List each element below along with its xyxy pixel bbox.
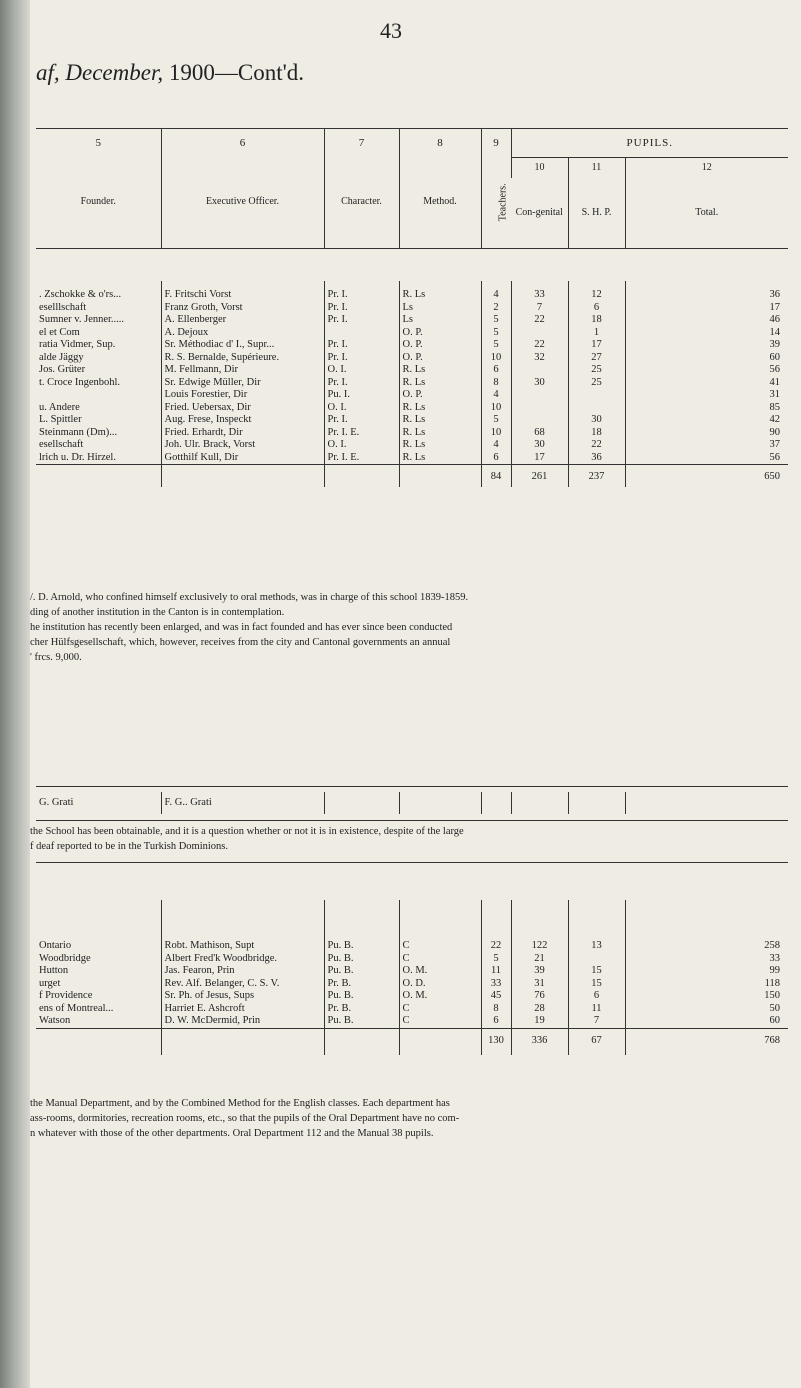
total-cell: 258: [625, 940, 788, 953]
founder-cell: lrich u. Dr. Hirzel.: [39, 451, 116, 463]
table-row: [36, 364, 788, 377]
method-cell: [399, 792, 481, 814]
column-number-5: 5: [95, 137, 101, 149]
teachers-cell: 10: [481, 427, 511, 440]
total-cell: 50: [625, 1003, 788, 1016]
note-line: cher Hülfsgesellschaft, which, however, receives from the city and Cantonal governments an annual: [30, 637, 451, 648]
empty-cell: [36, 465, 161, 488]
congenital-cell: [511, 414, 568, 427]
officer-cell: Gotthilf Kull, Dir: [161, 452, 324, 465]
congenital-cell: 22: [511, 314, 568, 327]
total-cell: 60: [625, 352, 788, 365]
totals-row: [36, 1028, 788, 1055]
sh-cell: 13: [568, 940, 625, 953]
officer-cell: D. W. McDermid, Prin: [161, 1015, 324, 1028]
method-cell: R. Ls: [399, 439, 481, 452]
founder-cell: Steinmann (Dm)...: [39, 426, 118, 438]
congenital-cell: 30: [511, 439, 568, 452]
character-cell: Pr. I.: [324, 314, 399, 327]
founder-cell: Ontario: [39, 940, 72, 951]
total-sh-cell: 237: [568, 465, 625, 488]
sh-cell: 11: [568, 1003, 625, 1016]
congenital-cell: 7: [511, 302, 568, 315]
sh-cell: 22: [568, 439, 625, 452]
character-header: Character.: [324, 158, 399, 249]
total-cell: 36: [625, 289, 788, 302]
note-line: he institution has recently been enlarged, and was in fact founded and has ever since been conducted: [30, 622, 453, 633]
table-row: [36, 352, 788, 365]
method-cell: R. Ls: [399, 427, 481, 440]
character-cell: Pu. I.: [324, 389, 399, 402]
column-number-7: 7: [324, 129, 399, 158]
officer-cell: F. G.. Grati: [161, 792, 324, 814]
officer-cell: R. S. Bernalde, Supérieure.: [161, 352, 324, 365]
total-cell: 46: [625, 314, 788, 327]
character-cell: Pr. B.: [324, 978, 399, 991]
founder-cell: Hutton: [39, 965, 69, 976]
character-cell: Pr. I.: [324, 302, 399, 315]
sh-cell: 17: [568, 339, 625, 352]
officer-cell: Fried. Erhardt, Dir: [161, 427, 324, 440]
sh-cell: 27: [568, 352, 625, 365]
officer-cell: A. Dejoux: [161, 327, 324, 340]
sh-cell: [568, 792, 625, 814]
teachers-cell: 4: [481, 389, 511, 402]
total-cell: [625, 792, 788, 814]
method-cell: C: [399, 940, 481, 953]
character-cell: O. I.: [324, 439, 399, 452]
total-sh-cell: 67: [568, 1028, 625, 1055]
officer-cell: Sr. Ph. of Jesus, Sups: [161, 990, 324, 1003]
character-cell: [324, 792, 399, 814]
teachers-cell: 5: [481, 314, 511, 327]
founder-cell: u. Andere: [39, 401, 80, 413]
column-number-12: 12: [625, 158, 788, 179]
method-cell: R. Ls: [399, 364, 481, 377]
total-total-cell: 768: [625, 1028, 788, 1055]
teachers-cell: 10: [481, 402, 511, 415]
founder-cell: . Zschokke & o'rs...: [39, 289, 122, 300]
table-rule: [36, 862, 788, 863]
congenital-cell: 19: [511, 1015, 568, 1028]
method-cell: Ls: [399, 314, 481, 327]
note-line: n whatever with those of the other departments. Oral Department 112 and the Manual 38 pupils.: [30, 1128, 434, 1139]
character-cell: Pr. I.: [324, 289, 399, 302]
officer-cell: F. Fritschi Vorst: [161, 289, 324, 302]
note-line: the Manual Department, and by the Combined Method for the English classes. Each department has: [30, 1098, 450, 1109]
empty-cell: [161, 465, 324, 488]
note-line: f deaf reported to be in the Turkish Dominions.: [30, 841, 229, 852]
congenital-cell: [511, 364, 568, 377]
method-cell: O. P.: [399, 327, 481, 340]
table-row: [36, 965, 788, 978]
teachers-cell: 4: [481, 439, 511, 452]
table-row: [36, 289, 788, 302]
sh-cell: [568, 389, 625, 402]
table-row: [36, 314, 788, 327]
teachers-cell: 8: [481, 377, 511, 390]
teachers-cell: 5: [481, 339, 511, 352]
note-arnold: [30, 590, 790, 665]
total-teachers-cell: 130: [481, 1028, 511, 1055]
total-cell: 56: [625, 364, 788, 377]
officer-cell: A. Ellenberger: [161, 314, 324, 327]
founder-cell: L. Spittler: [39, 414, 82, 425]
founder-cell: alde Jäggy: [39, 351, 84, 363]
method-header: Method.: [399, 158, 481, 249]
founder-cell: ens of Montreal...: [39, 1002, 114, 1014]
table-row: [36, 402, 788, 415]
spacer-row: [36, 281, 788, 289]
founder-cell: f Providence: [39, 990, 93, 1001]
character-cell: Pr. I.: [324, 339, 399, 352]
empty-cell: [399, 1028, 481, 1055]
officer-cell: M. Fellmann, Dir: [161, 364, 324, 377]
total-cell: 118: [625, 978, 788, 991]
table-row: [36, 940, 788, 953]
officer-cell: Jas. Fearon, Prin: [161, 965, 324, 978]
sh-cell: 15: [568, 978, 625, 991]
officer-cell: Rev. Alf. Belanger, C. S. V.: [161, 978, 324, 991]
table-row: [36, 327, 788, 340]
table-row: [36, 377, 788, 390]
teachers-cell: 6: [481, 1015, 511, 1028]
sh-cell: 15: [568, 965, 625, 978]
note-line: /. D. Arnold, who confined himself exclusively to oral methods, was in charge of this school 1839-1859.: [30, 592, 469, 603]
page-number: 43: [380, 18, 402, 43]
column-number-9: 9: [481, 129, 511, 158]
founder-cell: esellschaft: [39, 439, 84, 450]
column-number-10: 10: [511, 158, 568, 179]
total-cell: 60: [625, 1015, 788, 1028]
institutions-table-1: [36, 281, 788, 487]
sh-cell: 7: [568, 1015, 625, 1028]
character-cell: [324, 327, 399, 340]
total-cell: 99: [625, 965, 788, 978]
founder-cell: urget: [39, 977, 61, 989]
officer-cell: Harriet E. Ashcroft: [161, 1003, 324, 1016]
founder-cell: G. Grati: [39, 796, 74, 808]
method-cell: R. Ls: [399, 414, 481, 427]
character-cell: Pr. B.: [324, 1003, 399, 1016]
teachers-cell: 45: [481, 990, 511, 1003]
congenital-cell: 31: [511, 978, 568, 991]
empty-cell: [36, 1028, 161, 1055]
method-cell: O. M.: [399, 965, 481, 978]
officer-cell: Louis Forestier, Dir: [161, 389, 324, 402]
congenital-cell: [511, 792, 568, 814]
total-cell: 14: [625, 327, 788, 340]
total-cell: 56: [625, 452, 788, 465]
character-cell: Pu. B.: [324, 965, 399, 978]
empty-cell: [161, 1028, 324, 1055]
congenital-cell: 21: [511, 953, 568, 966]
spacer-row: [36, 900, 788, 940]
column-number-6: 6: [161, 129, 324, 158]
teachers-cell: [481, 792, 511, 814]
note-line: ' frcs. 9,000.: [30, 652, 82, 663]
note-montreal: [30, 1096, 790, 1141]
column-header-table: [36, 128, 788, 249]
note-line: ass-rooms, dormitories, recreation rooms, etc., so that the pupils of the Oral Department have no com-: [30, 1113, 460, 1124]
character-cell: Pu. B.: [324, 953, 399, 966]
character-cell: O. I.: [324, 402, 399, 415]
founder-cell: Watson: [39, 1015, 71, 1026]
institutions-table-2: [36, 792, 788, 814]
method-cell: R. Ls: [399, 377, 481, 390]
character-cell: Pu. B.: [324, 990, 399, 1003]
congenital-cell: 22: [511, 339, 568, 352]
founder-cell: Sumner v. Jenner.....: [39, 314, 125, 325]
character-cell: Pr. I. E.: [324, 452, 399, 465]
institutions-table-3: [36, 900, 788, 1055]
method-cell: R. Ls: [399, 402, 481, 415]
sh-cell: 36: [568, 452, 625, 465]
total-cell: 41: [625, 377, 788, 390]
table-row: [36, 427, 788, 440]
congenital-cell: 28: [511, 1003, 568, 1016]
congenital-header: Con-genital: [515, 206, 563, 218]
character-cell: Pr. I.: [324, 352, 399, 365]
officer-cell: Robt. Mathison, Supt: [161, 940, 324, 953]
congenital-cell: 39: [511, 965, 568, 978]
note-line: the School has been obtainable, and it is a question whether or not it is in existence, despite of the large: [30, 826, 464, 837]
teachers-cell: 5: [481, 327, 511, 340]
sh-cell: 30: [568, 414, 625, 427]
total-total-cell: 650: [625, 465, 788, 488]
total-cell: 39: [625, 339, 788, 352]
table-row: [36, 414, 788, 427]
congenital-cell: 76: [511, 990, 568, 1003]
teachers-cell: 5: [481, 953, 511, 966]
running-head: [36, 60, 304, 86]
teachers-label: Teachers.: [497, 183, 509, 222]
table-row: [36, 953, 788, 966]
founder-cell: ratia Vidmer, Sup.: [39, 339, 116, 350]
total-cell: 31: [625, 389, 788, 402]
table-rule: [36, 786, 788, 787]
table-row: [36, 439, 788, 452]
table-row: [36, 302, 788, 315]
character-cell: Pr. I.: [324, 377, 399, 390]
table-row: [36, 1003, 788, 1016]
table-row: [36, 452, 788, 465]
method-cell: C: [399, 1003, 481, 1016]
table-rule: [36, 820, 788, 821]
sh-cell: [568, 953, 625, 966]
sh-cell: 25: [568, 364, 625, 377]
column-number-11: 11: [568, 158, 625, 179]
total-cell: 33: [625, 953, 788, 966]
total-cell: 42: [625, 414, 788, 427]
congenital-cell: [511, 327, 568, 340]
total-header: Total.: [625, 178, 788, 248]
sh-cell: [568, 402, 625, 415]
sh-cell: 12: [568, 289, 625, 302]
officer-cell: Sr. Edwige Müller, Dir: [161, 377, 324, 390]
table-row: [36, 792, 788, 814]
teachers-cell: 2: [481, 302, 511, 315]
method-cell: C: [399, 953, 481, 966]
founder-cell: Jos. Grüter: [39, 364, 86, 375]
founder-cell: eselllschaft: [39, 301, 87, 313]
total-teachers-cell: 84: [481, 465, 511, 488]
teachers-cell: 22: [481, 940, 511, 953]
officer-cell: Albert Fred'k Woodbridge.: [161, 953, 324, 966]
character-cell: Pr. I.: [324, 414, 399, 427]
total-congenital-cell: 261: [511, 465, 568, 488]
sh-cell: 6: [568, 990, 625, 1003]
total-cell: 17: [625, 302, 788, 315]
founder-cell: Woodbridge: [39, 952, 91, 964]
teachers-cell: 11: [481, 965, 511, 978]
empty-cell: [399, 465, 481, 488]
officer-cell: Fried. Uebersax, Dir: [161, 402, 324, 415]
congenital-cell: [511, 389, 568, 402]
executive-officer-header: Executive Officer.: [161, 158, 324, 249]
teachers-cell: 6: [481, 452, 511, 465]
officer-cell: Aug. Frese, Inspeckt: [161, 414, 324, 427]
officer-cell: Joh. Ulr. Brack, Vorst: [161, 439, 324, 452]
congenital-cell: 68: [511, 427, 568, 440]
congenital-cell: 33: [511, 289, 568, 302]
sh-cell: 25: [568, 377, 625, 390]
note-line: ding of another institution in the Canton is in contemplation.: [30, 607, 285, 618]
table-row: [36, 389, 788, 402]
column-number-8: 8: [399, 129, 481, 158]
method-cell: O. P.: [399, 339, 481, 352]
method-cell: O. M.: [399, 990, 481, 1003]
total-congenital-cell: 336: [511, 1028, 568, 1055]
character-cell: O. I.: [324, 364, 399, 377]
character-cell: Pu. B.: [324, 1015, 399, 1028]
sh-cell: 18: [568, 427, 625, 440]
teachers-cell: 10: [481, 352, 511, 365]
teachers-header: [481, 158, 511, 249]
total-cell: 90: [625, 427, 788, 440]
table-row: [36, 990, 788, 1003]
method-cell: O. P.: [399, 389, 481, 402]
total-cell: 37: [625, 439, 788, 452]
founder-cell: el et Com: [39, 326, 80, 338]
pupils-header: PUPILS.: [511, 129, 788, 158]
totals-row: [36, 465, 788, 488]
empty-cell: [324, 465, 399, 488]
teachers-cell: 33: [481, 978, 511, 991]
congenital-cell: 17: [511, 452, 568, 465]
sh-header: S. H. P.: [568, 178, 625, 248]
book-binding-edge: [0, 0, 30, 1388]
method-cell: R. Ls: [399, 452, 481, 465]
total-cell: 150: [625, 990, 788, 1003]
note-turkey: [30, 824, 790, 854]
founder-header: Founder.: [80, 196, 116, 208]
character-cell: Pr. I. E.: [324, 427, 399, 440]
method-cell: O. D.: [399, 978, 481, 991]
sh-cell: 18: [568, 314, 625, 327]
method-cell: C: [399, 1015, 481, 1028]
table-row: [36, 339, 788, 352]
congenital-cell: 32: [511, 352, 568, 365]
character-cell: Pu. B.: [324, 940, 399, 953]
congenital-cell: [511, 402, 568, 415]
teachers-cell: 8: [481, 1003, 511, 1016]
empty-cell: [324, 1028, 399, 1055]
founder-cell: t. Croce Ingenbohl.: [39, 376, 121, 388]
running-head-rest: 1900—Cont'd.: [163, 60, 304, 85]
method-cell: O. P.: [399, 352, 481, 365]
method-cell: R. Ls: [399, 289, 481, 302]
total-cell: 85: [625, 402, 788, 415]
teachers-cell: 4: [481, 289, 511, 302]
sh-cell: 6: [568, 302, 625, 315]
method-cell: Ls: [399, 302, 481, 315]
table-row: [36, 1015, 788, 1028]
teachers-cell: 6: [481, 364, 511, 377]
officer-cell: Sr. Méthodiac d' I., Supr...: [161, 339, 324, 352]
teachers-cell: 5: [481, 414, 511, 427]
sh-cell: 1: [568, 327, 625, 340]
officer-cell: Franz Groth, Vorst: [161, 302, 324, 315]
congenital-cell: 122: [511, 940, 568, 953]
running-head-italic: af, December,: [36, 60, 164, 85]
congenital-cell: 30: [511, 377, 568, 390]
founder-cell: [36, 389, 161, 402]
table-row: [36, 978, 788, 991]
